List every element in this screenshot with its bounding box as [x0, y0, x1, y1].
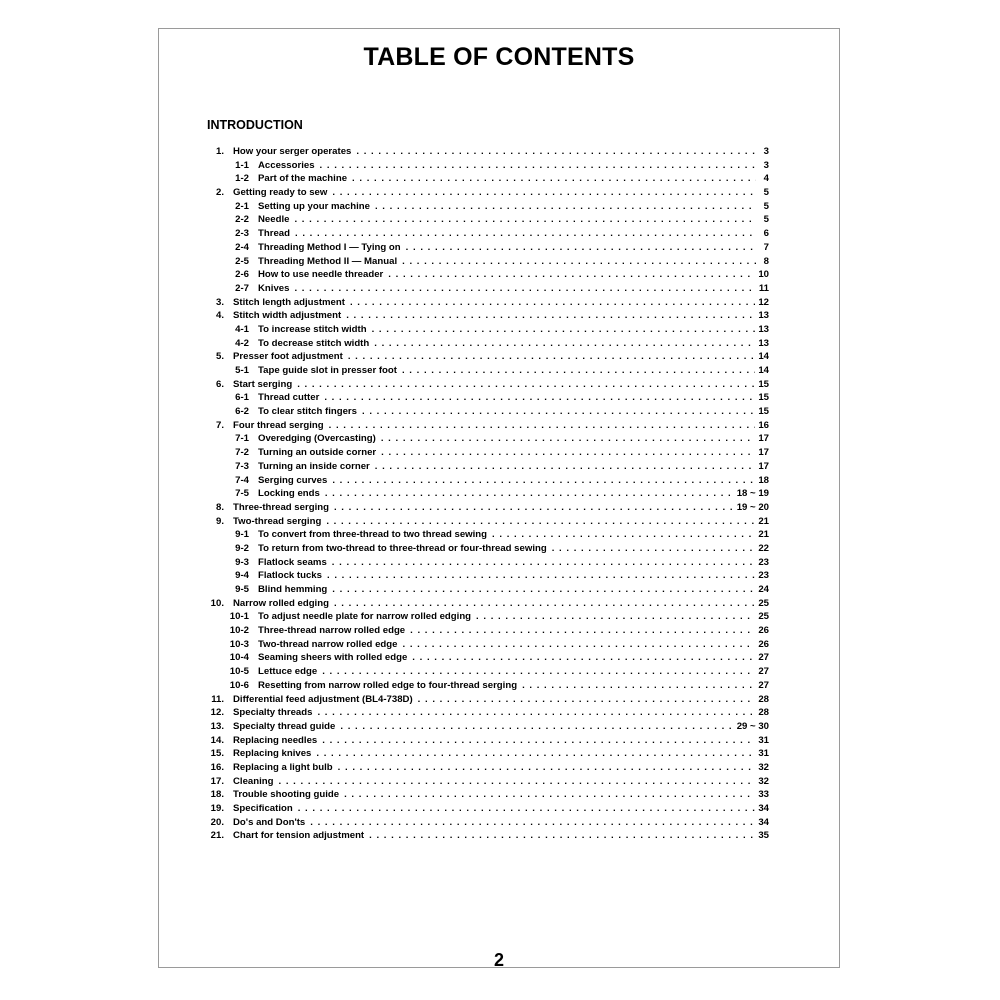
toc-entry-number: 2-2	[235, 214, 249, 226]
toc-entry-number: 4-2	[235, 337, 249, 349]
toc-entry-number: 20.	[210, 816, 224, 828]
toc-entry	[187, 433, 769, 447]
toc-entry-page: 14	[758, 365, 769, 376]
toc-entry-title: Locking ends	[258, 488, 320, 500]
toc-entry-page: 13	[758, 310, 769, 322]
toc-entry-number: 9-2	[235, 542, 249, 554]
toc-entry-title: To return from two-thread to three-thread or four-thread sewing	[258, 542, 547, 554]
toc-entry	[187, 365, 769, 379]
toc-entry-title: Blind hemming	[258, 584, 328, 595]
toc-entry-title: Replacing needles	[233, 734, 318, 746]
toc-entry	[187, 283, 769, 297]
dot-leader	[324, 392, 755, 403]
toc-entry-page: 27	[758, 666, 769, 678]
toc-entry-title: Seaming sheers with rolled edge	[258, 652, 408, 664]
toc-entry	[187, 201, 769, 215]
toc-entry-page: 3	[763, 159, 769, 171]
toc-entry	[187, 762, 769, 776]
toc-entry-page: 8	[763, 255, 769, 267]
dot-leader	[346, 310, 755, 321]
dot-leader	[327, 570, 755, 581]
toc-entry-number: 4-1	[235, 323, 249, 335]
toc-entry	[187, 543, 769, 557]
toc-entry-page: 17	[758, 460, 769, 472]
toc-entry	[187, 488, 769, 502]
toc-entry-number: 18.	[210, 789, 224, 801]
toc-entry	[187, 324, 769, 338]
dot-leader	[344, 789, 755, 800]
toc-entry	[187, 392, 769, 406]
toc-entry-title: Start serging	[233, 378, 293, 390]
toc-entry	[187, 256, 769, 270]
toc-entry	[187, 297, 769, 311]
toc-entry-number: 7-1	[235, 433, 249, 445]
toc-entry-number: 2-5	[235, 255, 249, 267]
dot-leader	[375, 201, 756, 212]
toc-entry-page: 4	[763, 173, 769, 185]
dot-leader	[340, 721, 733, 732]
toc-entry	[187, 516, 769, 530]
toc-entry-number: 7.	[215, 419, 224, 431]
dot-leader	[317, 707, 755, 718]
toc-entry-number: 2.	[215, 187, 224, 199]
toc-entry-number: 6.	[215, 378, 224, 390]
toc-entry-number: 14.	[210, 734, 224, 746]
toc-entry-number: 13.	[210, 720, 224, 732]
toc-entry-title: To decrease stitch width	[258, 337, 370, 349]
toc-entry-page: 18	[758, 474, 769, 486]
toc-entry	[187, 598, 769, 612]
toc-entry-number: 9-5	[235, 584, 249, 595]
toc-entry-number: 10-5	[229, 666, 249, 678]
toc-entry-number: 9-4	[235, 570, 249, 582]
dot-leader	[334, 598, 755, 609]
dot-leader	[381, 433, 756, 444]
toc-entry-number: 9-1	[235, 529, 249, 541]
dot-leader	[326, 516, 755, 527]
toc-entry-title: Thread	[258, 228, 290, 240]
toc-entry-page: 6	[763, 228, 769, 240]
dot-leader	[295, 228, 756, 239]
toc-entry-page: 5	[763, 214, 769, 226]
dot-leader	[325, 488, 734, 499]
toc-entry-page: 13	[758, 323, 769, 335]
toc-entry	[187, 830, 769, 844]
dot-leader	[406, 242, 756, 253]
dot-leader	[332, 187, 756, 198]
dot-leader	[492, 529, 755, 540]
toc-entry-number: 9-3	[235, 556, 249, 568]
toc-entry	[187, 475, 769, 489]
toc-entry-page: 27	[758, 652, 769, 664]
toc-entry-title: Thread cutter	[258, 392, 320, 404]
toc-entry	[187, 447, 769, 461]
toc-entry-number: 8.	[215, 501, 224, 513]
toc-entry-title: Specification	[233, 803, 293, 814]
toc-entry-page: 12	[758, 296, 769, 308]
dot-leader	[388, 269, 755, 280]
toc-entry-page: 15	[758, 406, 769, 418]
toc-entry-page: 21	[758, 529, 769, 541]
toc-entry-title: Needle	[258, 214, 290, 226]
toc-entry-number: 6-1	[235, 392, 249, 404]
page-number: 2	[493, 950, 504, 970]
dot-leader	[332, 557, 756, 568]
toc-entry-number: 19.	[210, 803, 224, 814]
toc-entry	[187, 652, 769, 666]
toc-entry	[187, 228, 769, 242]
toc-entry-title: To clear stitch fingers	[258, 406, 357, 418]
toc-entry-number: 2-3	[235, 228, 249, 240]
toc-entry-title: Cleaning	[233, 775, 274, 787]
toc-entry	[187, 666, 769, 680]
toc-entry	[187, 160, 769, 174]
dot-leader	[297, 379, 755, 390]
toc-entry-title: Turning an outside corner	[258, 447, 377, 459]
toc-entry-title: To increase stitch width	[258, 323, 367, 335]
toc-entry-title: Four thread serging	[233, 419, 324, 431]
toc-entry	[187, 735, 769, 749]
dot-leader	[476, 611, 755, 622]
dot-leader	[320, 160, 756, 171]
toc-entry-number: 1-2	[235, 173, 249, 185]
dot-leader	[552, 543, 756, 554]
toc-entry-title: Part of the machine	[258, 173, 348, 185]
toc-entry-title: Three-thread serging	[233, 501, 329, 513]
dot-leader	[369, 830, 755, 841]
toc-entry-page: 13	[758, 337, 769, 349]
toc-entry-title: To convert from three-thread to two thread sewing	[258, 529, 488, 541]
toc-entry-title: Specialty threads	[233, 707, 313, 719]
toc-entry-page: 35	[758, 830, 769, 842]
toc-entry-title: Narrow rolled edging	[233, 597, 329, 609]
dot-leader	[334, 502, 734, 513]
toc-entry-page: 5	[763, 200, 769, 212]
toc-entry	[187, 625, 769, 639]
toc-entry-title: Trouble shooting guide	[233, 789, 340, 801]
toc-entry-page: 14	[758, 351, 769, 363]
dot-leader	[356, 146, 756, 157]
toc-entry	[187, 529, 769, 543]
dot-leader	[279, 776, 756, 787]
toc-entry-number: 6-2	[235, 406, 249, 418]
toc-entry-title: Two-thread serging	[233, 515, 322, 527]
dot-leader	[322, 666, 755, 677]
toc-entry	[187, 310, 769, 324]
toc-entry	[187, 789, 769, 803]
dot-leader	[522, 680, 755, 691]
dot-leader	[375, 461, 756, 472]
toc-entry-title: Flatlock seams	[258, 556, 327, 568]
toc-entry-number: 21.	[210, 830, 224, 842]
toc-entry-number: 15.	[210, 748, 224, 760]
toc-entry-title: How your serger operates	[233, 146, 352, 157]
toc-entry-title: Knives	[258, 282, 290, 294]
dot-leader	[402, 256, 756, 267]
toc-entry-page: 32	[758, 775, 769, 787]
toc-entry-title: Two-thread narrow rolled edge	[258, 638, 398, 650]
toc-entry-page: 34	[758, 816, 769, 828]
toc-entry-page: 22	[758, 542, 769, 554]
dot-leader	[374, 338, 755, 349]
toc-entry	[187, 817, 769, 831]
toc-entry-title: Lettuce edge	[258, 666, 318, 678]
toc-entry	[187, 242, 769, 256]
toc-entry-page: 31	[758, 734, 769, 746]
toc-entry-page: 10	[758, 269, 769, 281]
toc-entry-number: 10.	[210, 597, 224, 609]
toc-entry-number: 3.	[215, 296, 224, 308]
toc-entry-page: 33	[758, 789, 769, 801]
toc-entry	[187, 694, 769, 708]
toc-entry	[187, 570, 769, 584]
toc-entry-page: 15	[758, 378, 769, 390]
toc-entry	[187, 406, 769, 420]
toc-entry-title: Chart for tension adjustment	[233, 830, 365, 842]
toc-entry	[187, 269, 769, 283]
table-of-contents	[187, 146, 769, 844]
toc-entry	[187, 611, 769, 625]
toc-entry-page: 5	[763, 187, 769, 199]
dot-leader	[294, 214, 756, 225]
toc-entry-number: 4.	[215, 310, 224, 322]
toc-entry-number: 7-2	[235, 447, 249, 459]
toc-entry-number: 9.	[215, 515, 224, 527]
page-title: TABLE OF CONTENTS	[363, 43, 635, 71]
toc-entry-page: 28	[758, 693, 769, 705]
dot-leader	[412, 652, 755, 663]
toc-entry-page: 17	[758, 433, 769, 445]
dot-leader	[352, 173, 756, 184]
toc-entry-number: 10-6	[229, 679, 249, 691]
toc-entry	[187, 721, 769, 735]
toc-entry-number: 1.	[215, 146, 224, 157]
toc-entry-page: 27	[758, 679, 769, 691]
dot-leader	[338, 762, 756, 773]
toc-entry-number: 2-4	[235, 241, 249, 253]
toc-entry	[187, 557, 769, 571]
dot-leader	[372, 324, 756, 335]
toc-entry-page: 11	[758, 282, 769, 294]
toc-entry-title: Resetting from narrow rolled edge to four-thread serging	[258, 679, 518, 691]
toc-entry-number: 7-4	[235, 474, 249, 486]
toc-entry-page: 18 ~ 19	[736, 488, 769, 500]
dot-leader	[294, 283, 755, 294]
toc-entry-title: Three-thread narrow rolled edge	[258, 625, 406, 637]
toc-entry-number: 5-1	[235, 365, 249, 376]
toc-entry-title: Setting up your machine	[258, 200, 370, 212]
toc-entry	[187, 214, 769, 228]
toc-entry	[187, 707, 769, 721]
dot-leader	[418, 694, 756, 705]
dot-leader	[322, 735, 755, 746]
toc-entry-page: 28	[758, 707, 769, 719]
dot-leader	[350, 297, 755, 308]
toc-entry	[187, 776, 769, 790]
toc-entry-title: Replacing a light bulb	[233, 761, 333, 773]
toc-entry-number: 17.	[210, 775, 224, 787]
toc-entry-number: 5.	[215, 351, 224, 363]
dot-leader	[381, 447, 755, 458]
toc-entry-page: 23	[758, 570, 769, 582]
toc-entry	[187, 748, 769, 762]
dot-leader	[410, 625, 755, 636]
toc-entry-page: 7	[763, 241, 769, 253]
toc-entry-title: Presser foot adjustment	[233, 351, 343, 363]
toc-entry-number: 2-7	[235, 282, 249, 294]
dot-leader	[402, 639, 755, 650]
toc-entry-page: 25	[758, 597, 769, 609]
dot-leader	[402, 365, 755, 376]
toc-entry-title: Getting ready to sew	[233, 187, 328, 199]
toc-entry-number: 10-2	[229, 625, 249, 637]
toc-entry-title: Differential feed adjustment (BL4-738D)	[233, 693, 413, 705]
toc-entry-title: Do's and Don'ts	[233, 816, 306, 828]
toc-entry	[187, 173, 769, 187]
toc-entry-title: Turning an inside corner	[258, 460, 370, 472]
toc-entry-page: 17	[758, 447, 769, 459]
toc-entry-title: To adjust needle plate for narrow rolled edging	[258, 611, 472, 623]
dot-leader	[332, 584, 755, 595]
toc-entry-page: 25	[758, 611, 769, 623]
toc-entry-number: 2-6	[235, 269, 249, 281]
dot-leader	[310, 817, 755, 828]
toc-entry-page: 31	[758, 748, 769, 760]
toc-entry-number: 10-4	[229, 652, 249, 664]
toc-entry-page: 16	[758, 419, 769, 431]
toc-entry-page: 29 ~ 30	[736, 720, 769, 732]
toc-entry	[187, 379, 769, 393]
toc-entry-title: Threading Method II — Manual	[258, 255, 398, 267]
toc-entry	[187, 187, 769, 201]
toc-entry-title: Flatlock tucks	[258, 570, 322, 582]
dot-leader	[329, 420, 756, 431]
toc-entry	[187, 461, 769, 475]
toc-entry	[187, 680, 769, 694]
toc-entry	[187, 639, 769, 653]
dot-leader	[298, 803, 756, 814]
toc-entry-title: Replacing knives	[233, 748, 312, 760]
toc-entry-page: 26	[758, 638, 769, 650]
document-page	[158, 28, 840, 968]
toc-entry-page: 23	[758, 556, 769, 568]
toc-entry-title: Stitch length adjustment	[233, 296, 345, 308]
toc-entry-number: 1-1	[235, 159, 249, 171]
toc-entry-title: Specialty thread guide	[233, 720, 336, 732]
toc-entry-number: 11.	[211, 693, 224, 705]
toc-entry-page: 21	[758, 515, 769, 527]
toc-entry	[187, 803, 769, 817]
toc-entry-number: 16.	[210, 761, 224, 773]
dot-leader	[362, 406, 755, 417]
toc-entry-title: How to use needle threader	[258, 269, 384, 281]
toc-entry-number: 7-3	[235, 460, 249, 472]
toc-entry-page: 24	[758, 584, 769, 595]
toc-entry	[187, 351, 769, 365]
toc-entry-page: 15	[758, 392, 769, 404]
toc-entry-title: Tape guide slot in presser foot	[258, 365, 397, 376]
toc-entry-number: 7-5	[235, 488, 249, 500]
toc-entry	[187, 584, 769, 598]
toc-entry-page: 19 ~ 20	[736, 501, 769, 513]
toc-entry	[187, 338, 769, 352]
toc-entry	[187, 420, 769, 434]
toc-entry-number: 2-1	[235, 200, 249, 212]
toc-entry-number: 10-3	[229, 638, 249, 650]
toc-entry-page: 3	[763, 146, 769, 157]
toc-entry-title: Threading Method I — Tying on	[258, 241, 401, 253]
toc-entry-number: 12.	[210, 707, 224, 719]
toc-entry-title: Accessories	[258, 159, 315, 171]
toc-entry-title: Overedging (Overcasting)	[258, 433, 376, 445]
dot-leader	[348, 351, 756, 362]
toc-entry	[187, 146, 769, 160]
toc-entry	[187, 502, 769, 516]
toc-entry-title: Serging curves	[258, 474, 328, 486]
toc-entry-title: Stitch width adjustment	[233, 310, 342, 322]
toc-entry-page: 26	[758, 625, 769, 637]
toc-entry-number: 10-1	[229, 611, 249, 623]
section-heading: INTRODUCTION	[207, 118, 303, 132]
toc-entry-page: 32	[758, 761, 769, 773]
dot-leader	[316, 748, 755, 759]
dot-leader	[332, 475, 755, 486]
toc-entry-page: 34	[758, 803, 769, 814]
